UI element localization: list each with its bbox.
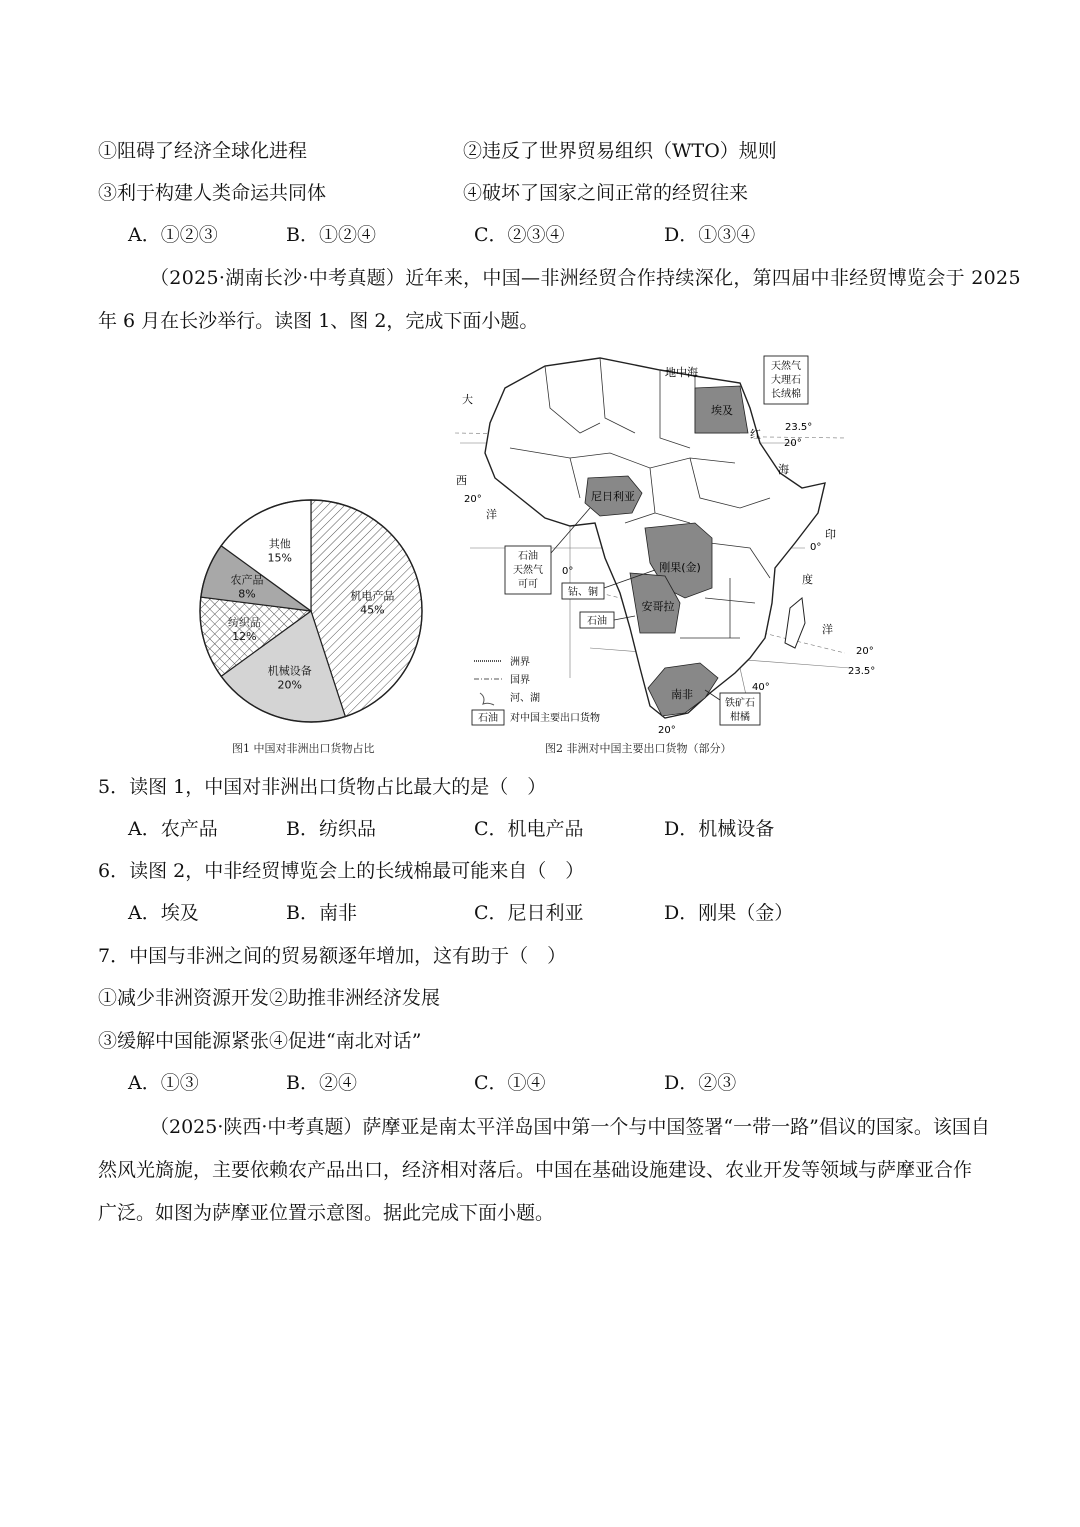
figure1-caption: 图1 中国对非洲出口货物占比: [232, 742, 375, 755]
q4-option-d: D．①③④: [664, 224, 756, 246]
lat-20-north: 20°: [784, 438, 802, 449]
goods-box-south-africa: [705, 690, 760, 725]
lat-0-equator: 0°: [810, 542, 822, 553]
pie-slice-value: 8%: [238, 587, 256, 601]
label-mediterranean: 地中海: [665, 366, 698, 379]
q4-option-b: B．①②④: [286, 224, 376, 246]
goods-angola: 石油: [587, 616, 607, 627]
label-egypt: 埃及: [711, 404, 733, 417]
q7-option-a: A．①③: [128, 1072, 199, 1094]
q6-option-a: A．埃及: [128, 902, 199, 924]
goods-egypt-2: 大理石: [771, 375, 801, 386]
label-indian-2: 度: [802, 573, 813, 586]
label-red-1: 红: [750, 428, 761, 441]
legend-river-lake: 河、湖: [510, 693, 540, 704]
intro1-line2: 年 6 月在长沙举行。读图 1、图 2，完成下面小题。: [98, 310, 539, 332]
q7-items-3-4: ③缓解中国能源紧张④促进“南北对话”: [98, 1030, 422, 1052]
africa-map: [450, 348, 890, 738]
goods-nigeria-3: 可可: [518, 579, 538, 590]
q5-option-b: B．纺织品: [286, 818, 376, 840]
goods-egypt-3: 长绒棉: [771, 389, 801, 400]
label-atlantic-2: 西: [456, 474, 467, 487]
lat-20-south: 20°: [856, 646, 874, 657]
goods-congo: 钴、铜: [568, 587, 598, 598]
goods-box-egypt: [764, 356, 808, 404]
q4-item-2: ②违反了世界贸易组织（WTO）规则: [463, 140, 777, 162]
label-atlantic-3: 洋: [486, 508, 497, 521]
q6-option-b: B．南非: [286, 902, 357, 924]
label-atlantic-1: 大: [462, 393, 473, 406]
q4-item-1: ①阻碍了经济全球化进程: [98, 140, 308, 162]
q7-option-b: B．②④: [286, 1072, 357, 1094]
madagascar: [785, 598, 805, 648]
label-south-africa: 南非: [671, 688, 693, 701]
q5-option-a: A．农产品: [128, 818, 218, 840]
pie-slice-label: 纺织品: [227, 616, 261, 630]
label-red-2: 海: [778, 463, 789, 476]
q4-item-4: ④破坏了国家之间正常的经贸往来: [463, 182, 749, 204]
legend-main-exports: 对中国主要出口货物: [510, 713, 600, 724]
pie-slice-value: 20%: [277, 678, 302, 692]
map-legend: [472, 655, 600, 725]
pie-slice-label: 机械设备: [267, 664, 312, 678]
goods-egypt-1: 天然气: [771, 361, 801, 372]
q7-option-c: C．①④: [474, 1072, 546, 1094]
q5-stem: 5．读图 1，中国对非洲出口货物占比最大的是（ ）: [98, 776, 547, 798]
pie-slice-value: 12%: [232, 630, 257, 644]
pie-slice-label: 农产品: [230, 573, 264, 587]
q5-option-d: D．机械设备: [664, 818, 775, 840]
intro2-line1: （2025·陕西·中考真题）萨摩亚是南太平洋岛国中第一个与中国签署“一带一路”倡议的国家。该国自: [150, 1116, 990, 1138]
goods-nigeria-2: 天然气: [513, 565, 543, 576]
lon-20-west: 20°: [464, 494, 482, 505]
pie-slice-value: 15%: [267, 551, 292, 565]
q6-option-d: D．刚果（金）: [664, 902, 794, 924]
label-congo: 刚果(金): [659, 561, 701, 574]
intro2-line3: 广泛。如图为萨摩亚位置示意图。据此完成下面小题。: [98, 1202, 555, 1224]
q4-item-3: ③利于构建人类命运共同体: [98, 182, 327, 204]
pie-slice-label: 其他: [268, 537, 291, 551]
legend-national-border: 国界: [510, 675, 530, 686]
q4-option-c: C．②③④: [474, 224, 565, 246]
pie-slice-label: 机电产品: [350, 589, 395, 603]
q7-option-d: D．②③: [664, 1072, 737, 1094]
lon-20: 20°: [658, 725, 676, 736]
q5-option-c: C．机电产品: [474, 818, 584, 840]
goods-nigeria-1: 石油: [518, 551, 538, 562]
lon-40: 40°: [752, 682, 770, 693]
intro1-line1: （2025·湖南长沙·中考真题）近年来，中国—非洲经贸合作持续深化，第四届中非经贸博览会于 2025: [150, 267, 1021, 289]
lat-23-5-south: 23.5°: [848, 666, 876, 677]
q6-stem: 6．读图 2，中非经贸博览会上的长绒棉最可能来自（ ）: [98, 860, 585, 882]
q6-option-c: C．尼日利亚: [474, 902, 584, 924]
q7-items-1-2: ①减少非洲资源开发②助推非洲经济发展: [98, 987, 441, 1009]
legend-sample-box: 石油: [478, 713, 498, 724]
figure2-caption: 图2 非洲对中国主要出口货物（部分）: [545, 742, 732, 755]
q4-option-a: A．①②③: [128, 224, 218, 246]
q7-stem: 7．中国与非洲之间的贸易额逐年增加，这有助于（ ）: [98, 945, 567, 967]
goods-south-africa-1: 铁矿石: [725, 698, 755, 709]
label-indian-1: 印: [825, 528, 836, 541]
lon-0: 0°: [562, 566, 574, 577]
intro2-line2: 然风光旖旎，主要依赖农产品出口，经济相对落后。中国在基础设施建设、农业开发等领域与萨摩亚合作: [98, 1159, 973, 1181]
pie-slice-value: 45%: [360, 603, 385, 617]
label-angola: 安哥拉: [641, 600, 675, 613]
legend-continent-border: 洲界: [510, 657, 530, 668]
label-nigeria: 尼日利亚: [591, 490, 635, 503]
pie-chart: [190, 490, 450, 740]
label-indian-3: 洋: [822, 623, 833, 636]
goods-south-africa-2: 柑橘: [730, 712, 750, 723]
lat-23-5-north: 23.5°: [785, 422, 813, 433]
